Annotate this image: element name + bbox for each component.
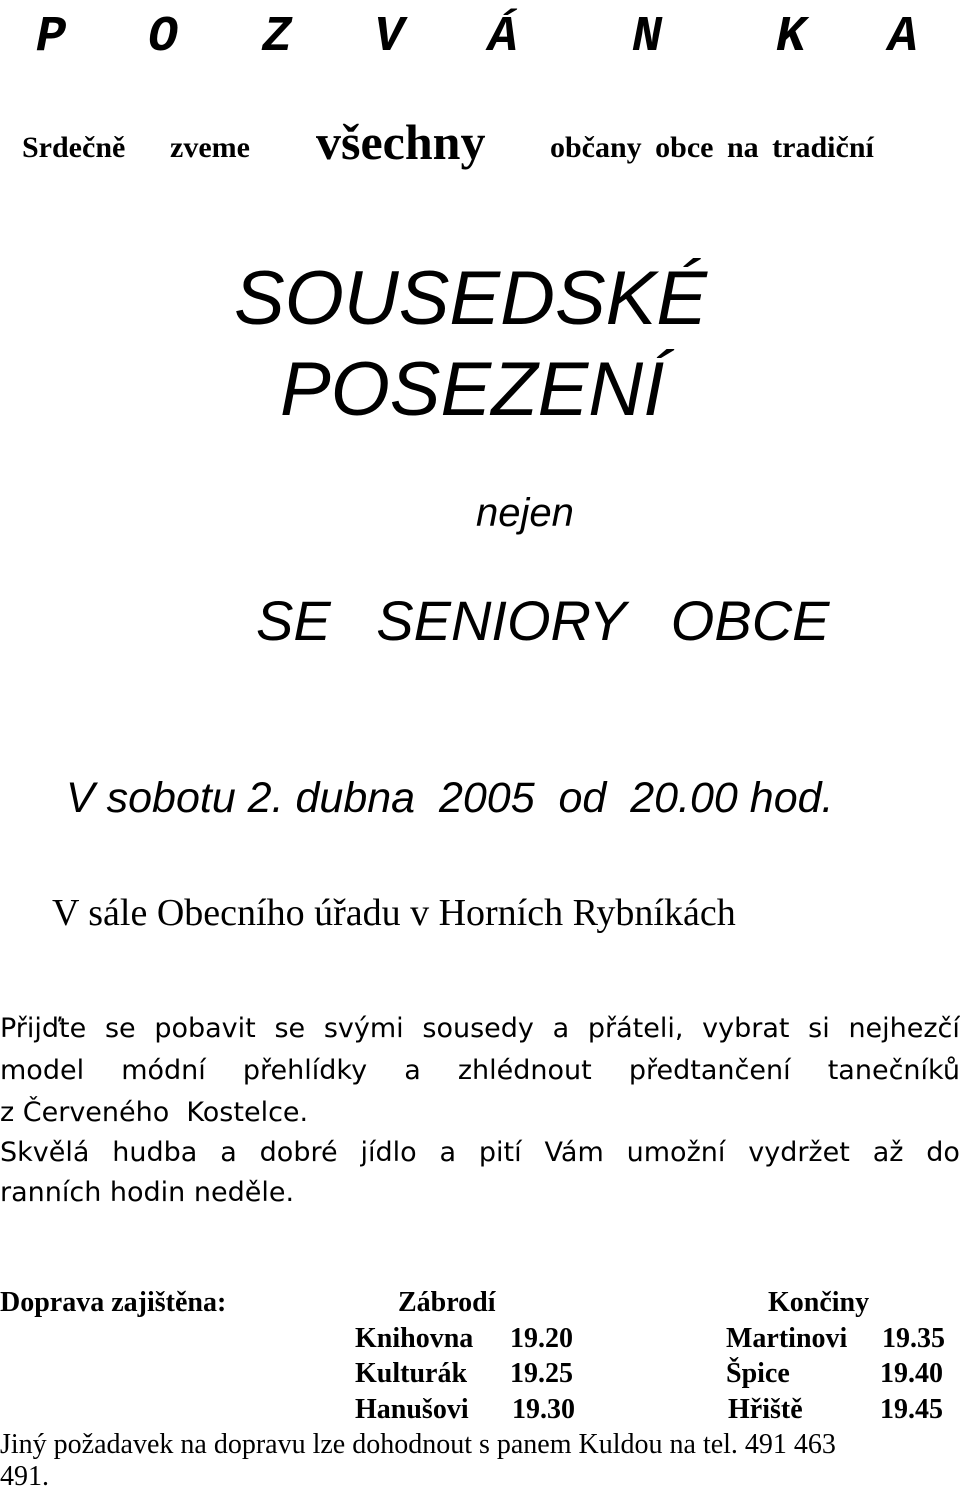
word: předtančení — [628, 1055, 791, 1086]
paragraph-line — [0, 1136, 960, 1170]
word: Vám — [544, 1137, 604, 1168]
event-date: V sobotu 2. dubna 2005 od 20.00 hod. — [66, 774, 834, 822]
heading-letter: K — [776, 9, 807, 66]
transport-col1-header: Zábrodí — [398, 1287, 496, 1318]
word: a — [220, 1137, 237, 1168]
heading-letter: V — [374, 9, 405, 66]
transport-time: 19.35 — [882, 1323, 945, 1354]
transport-time: 19.45 — [880, 1394, 943, 1425]
word: módní — [121, 1055, 206, 1086]
word: hudba — [112, 1137, 198, 1168]
word: Přijďte — [0, 1013, 87, 1044]
heading-letter: Á — [488, 9, 519, 66]
word: přehlídky — [242, 1055, 368, 1086]
word: umožní — [626, 1137, 726, 1168]
heading-letter: A — [888, 9, 919, 66]
transport-stop: Kulturák — [355, 1358, 468, 1389]
word: do — [926, 1137, 960, 1168]
heading-letter: P — [36, 9, 67, 66]
word: model — [0, 1055, 85, 1086]
paragraph-line: z Červeného Kostelce. — [0, 1097, 309, 1128]
transport-time: 19.20 — [510, 1323, 573, 1354]
event-title-line2: POSEZENÍ — [280, 347, 665, 432]
intro-text: občany obce na tradiční — [550, 131, 874, 164]
heading-letter: Z — [262, 9, 293, 66]
word: pobavit — [154, 1013, 256, 1044]
paragraph-line — [0, 1054, 960, 1088]
transport-stop: Hanušovi — [355, 1394, 469, 1425]
word: Skvělá — [0, 1137, 90, 1168]
word: až — [872, 1137, 904, 1168]
transport-label: Doprava zajištěna: — [0, 1287, 227, 1318]
paragraph-line — [0, 1012, 960, 1046]
word: jídlo — [360, 1137, 417, 1168]
heading-letter: N — [632, 9, 663, 66]
transport-time: 19.25 — [510, 1358, 573, 1389]
transport-col2-header: Končiny — [768, 1287, 870, 1318]
paragraph-line: ranních hodin neděle. — [0, 1177, 295, 1208]
word: si — [808, 1013, 830, 1044]
word: dobré — [259, 1137, 338, 1168]
word: se — [104, 1013, 136, 1044]
event-title-line1: SOUSEDSKÉ — [234, 256, 708, 341]
word: a — [552, 1013, 570, 1044]
transport-stop: Špice — [726, 1358, 790, 1389]
word: svými — [323, 1013, 404, 1044]
word: zhlédnout — [457, 1055, 592, 1086]
footer-note-line1: Jiný požadavek na dopravu lze dohodnout s panem Kuldou na tel. 491 463 — [0, 1429, 836, 1460]
intro-text: Srdečně — [22, 131, 126, 164]
transport-time: 19.40 — [880, 1358, 943, 1389]
word: a — [404, 1055, 421, 1086]
transport-stop: Hřiště — [728, 1394, 803, 1425]
word: se — [274, 1013, 306, 1044]
word: přáteli, — [587, 1013, 684, 1044]
transport-stop: Martinovi — [726, 1323, 848, 1354]
event-place: V sále Obecního úřadu v Horních Rybníkách — [52, 892, 736, 934]
word: tanečníků — [827, 1055, 960, 1086]
transport-time: 19.30 — [512, 1394, 575, 1425]
heading-letter: O — [148, 9, 179, 66]
word: a — [439, 1137, 457, 1168]
word: vydržet — [748, 1137, 850, 1168]
word: vybrat — [702, 1013, 790, 1044]
subtitle-nejen: nejen — [476, 491, 574, 535]
subtitle-seniory: SE SENIORY OBCE — [256, 589, 830, 652]
word: nejhezčí — [848, 1013, 960, 1044]
intro-emphasis: všechny — [316, 114, 486, 170]
word: pití — [478, 1137, 522, 1168]
intro-text: zveme — [170, 131, 250, 164]
transport-stop: Knihovna — [355, 1323, 474, 1354]
footer-note-line2: 491. — [0, 1461, 49, 1492]
word: sousedy — [422, 1013, 534, 1044]
